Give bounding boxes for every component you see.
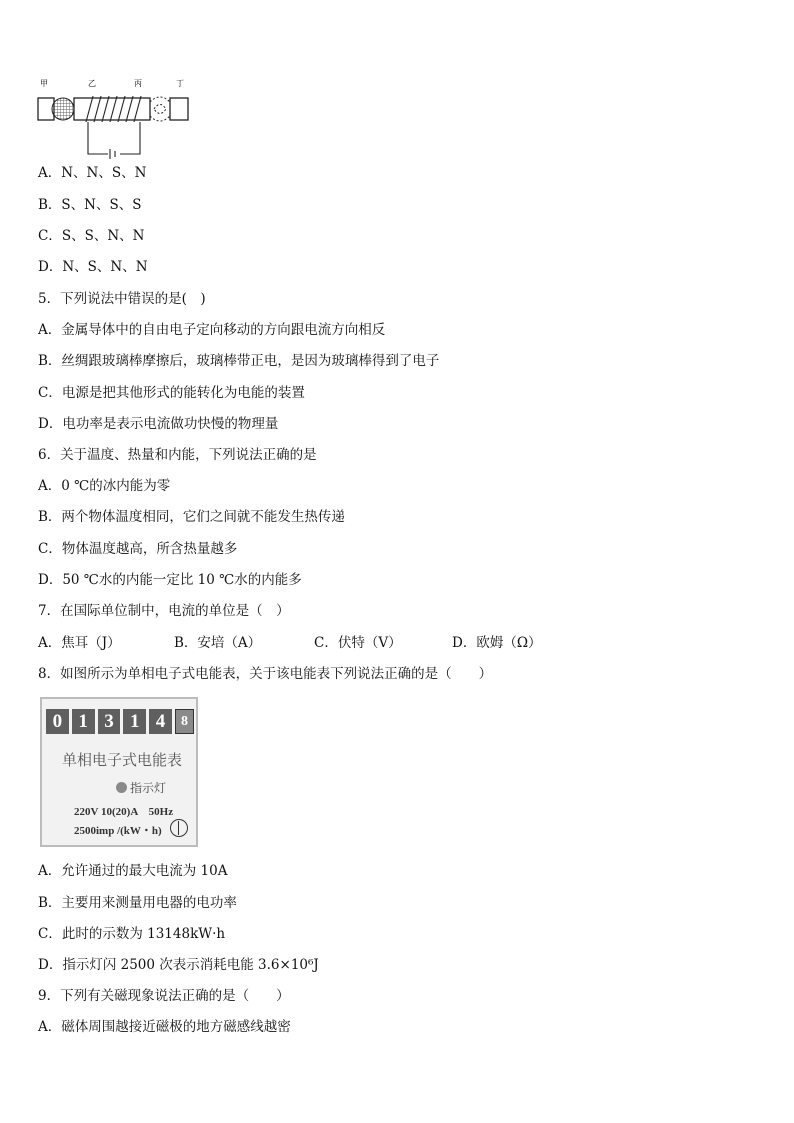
meter-digit: 1 <box>72 709 95 734</box>
meter-digit: 1 <box>123 709 146 734</box>
q5-option-c: C．电源是把其他形式的能转化为电能的装置 <box>38 385 305 401</box>
label-bing: 丙 <box>134 79 142 88</box>
meter-digit: 3 <box>98 709 121 734</box>
q4-option-d: D．N、S、N、N <box>38 259 148 275</box>
q4-option-a: A．N、N、S、N <box>38 165 147 181</box>
q8-option-d: D．指示灯闪 2500 次表示消耗电能 3.6×10⁶J <box>38 957 319 973</box>
label-ding: 丁 <box>176 79 184 88</box>
q6-option-c: C．物体温度越高，所含热量越多 <box>38 541 238 557</box>
q5-option-b: B．丝绸跟玻璃棒摩擦后，玻璃棒带正电，是因为玻璃棒得到了电子 <box>38 353 440 369</box>
q9-stem: 9．下列有关磁现象说法正确的是（ ） <box>38 988 290 1004</box>
q7-option-c: C．伏特（V） <box>314 635 402 651</box>
q4-option-b: B．S、N、S、S <box>38 197 142 213</box>
q5-option-a: A．金属导体中的自由电子定向移动的方向跟电流方向相反 <box>38 322 386 338</box>
right-magnet <box>170 98 188 120</box>
meter-indicator-label: 指示灯 <box>130 781 167 795</box>
q6-stem: 6．关于温度、热量和内能，下列说法正确的是 <box>38 447 317 463</box>
q8-option-c: C．此时的示数为 13148kW·h <box>38 926 226 942</box>
energy-meter-figure <box>40 697 198 847</box>
meter-digit: 0 <box>46 709 69 734</box>
meter-imp: 2500imp /(kW・h) <box>74 825 162 837</box>
q8-stem: 8．如图所示为单相电子式电能表，关于该电能表下列说法正确的是（ ） <box>38 666 493 682</box>
q5-stem: 5．下列说法中错误的是( ) <box>38 291 206 307</box>
q7-option-a: A．焦耳（J） <box>38 635 121 651</box>
meter-indicator <box>116 779 166 796</box>
q7-option-b: B．安培（A） <box>174 635 262 651</box>
q4-option-c: C．S、S、N、N <box>38 228 145 244</box>
solenoid-core <box>74 98 150 120</box>
q8-option-b: B．主要用来测量用电器的电功率 <box>38 895 237 911</box>
coil-windings <box>86 96 141 122</box>
magnet-solenoid-figure <box>36 76 196 162</box>
label-jia: 甲 <box>40 79 48 88</box>
meter-symbol-icon <box>170 819 188 837</box>
q9-option-a: A．磁体周围越接近磁极的地方磁感线越密 <box>38 1019 291 1035</box>
indicator-light-icon <box>116 782 127 793</box>
q5-option-d: D．电功率是表示电流做功快慢的物理量 <box>38 416 279 432</box>
q8-option-a: A．允许通过的最大电流为 10A <box>38 863 228 879</box>
label-yi: 乙 <box>88 79 96 88</box>
meter-digit-decimal: 8 <box>175 709 194 734</box>
q7-option-d: D．欧姆（Ω） <box>452 635 542 651</box>
meter-digit: 4 <box>149 709 172 734</box>
meter-digits <box>46 709 194 734</box>
q7-options-row <box>38 634 598 652</box>
meter-title: 单相电子式电能表 <box>62 751 183 769</box>
q6-option-a: A．0 ℃的冰内能为零 <box>38 478 171 494</box>
q6-option-d: D．50 ℃水的内能一定比 10 ℃水的内能多 <box>38 572 302 588</box>
q6-option-b: B．两个物体温度相同，它们之间就不能发生热传递 <box>38 509 345 525</box>
circuit-wires <box>88 122 140 159</box>
meter-spec: 220V 10(20)A 50Hz <box>74 806 174 818</box>
filings-ball <box>52 98 74 120</box>
q7-stem: 7．在国际单位制中，电流的单位是（ ） <box>38 603 290 619</box>
field-lines <box>150 97 170 121</box>
